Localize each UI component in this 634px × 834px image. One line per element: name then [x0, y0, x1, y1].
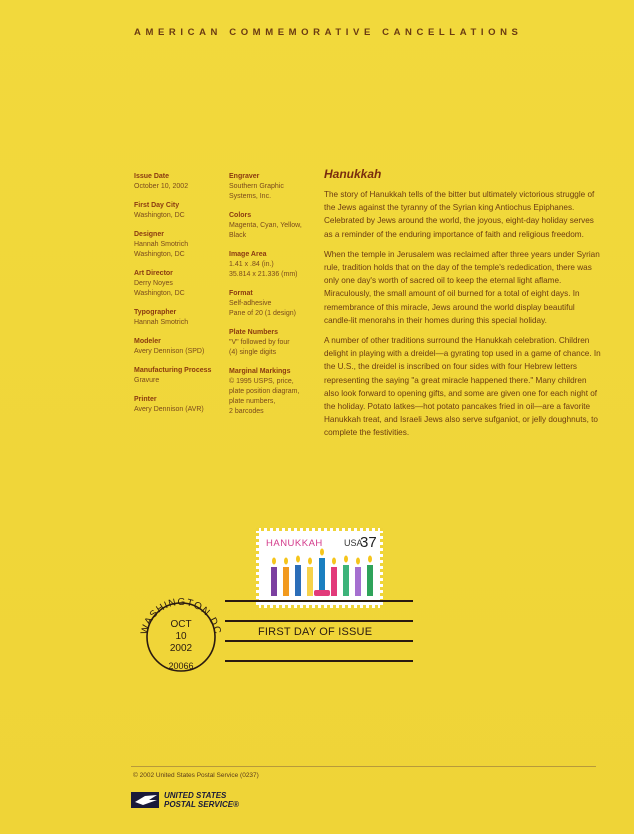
stamp-denomination: 37 [360, 534, 377, 551]
postmark-city: WASHINGTON DC [139, 596, 223, 636]
postmark-month: OCT [170, 619, 192, 630]
spec-label: Issue Date [134, 173, 170, 180]
spec-item [229, 328, 311, 358]
spec-value: "V" followed by four [229, 339, 290, 346]
spec-value: Avery Dennison (AVR) [134, 406, 204, 413]
spec-label: Image Area [229, 251, 267, 258]
spec-value: Systems, Inc. [229, 193, 272, 200]
spec-item [134, 269, 222, 299]
spec-value: Washington, DC [134, 212, 185, 219]
page-header: AMERICAN COMMEMORATIVE CANCELLATIONS [134, 27, 523, 38]
spec-value: Magenta, Cyan, Yellow, [229, 222, 302, 229]
spec-value: 2 barcodes [229, 408, 264, 415]
hanukkah-stamp [256, 528, 383, 608]
spec-label: Format [229, 290, 253, 297]
spec-item [134, 366, 222, 386]
usps-line1: UNITED STATES [164, 791, 227, 800]
usps-line2: POSTAL SERVICE® [164, 799, 239, 809]
postmark-zip: 20066 [168, 661, 194, 671]
spec-label: Manufacturing Process [134, 367, 212, 374]
postmark-year: 2002 [169, 643, 193, 654]
spec-value: Washington, DC [134, 290, 185, 297]
stamp-usa: USA [344, 538, 363, 548]
spec-value: Southern Graphic [229, 183, 284, 190]
spec-item [134, 201, 222, 221]
spec-value: (4) single digits [229, 349, 277, 356]
spec-value: Gravure [134, 377, 160, 384]
spec-label: Modeler [134, 338, 161, 345]
spec-label: Printer [134, 396, 157, 403]
spec-item [134, 337, 222, 357]
spec-item [229, 211, 311, 241]
paragraph-1: The story of Hanukkah tells of the bitter but ultimately victorious struggle of the Jews against the tyranny of the Syrian king Antiochus Epiphanes. Celebrated by Jews around the world, the joyous, eight-day holiday serves as a reminder of the enduring importance of faith and religious freedom. [324, 190, 595, 239]
spec-label: Marginal Markings [229, 368, 291, 375]
spec-value: Black [229, 232, 247, 239]
spec-label: Art Director [134, 270, 173, 277]
spec-value: 1.41 x .84 (in.) [229, 261, 274, 268]
spec-value: Hannah Smotrich [134, 241, 189, 248]
spec-label: Engraver [229, 173, 260, 180]
specs-column-2 [229, 172, 311, 426]
spec-item [229, 367, 311, 417]
spec-item [134, 308, 222, 328]
spec-label: Colors [229, 212, 252, 219]
specs-column-1 [134, 172, 222, 424]
spec-value: plate position diagram, [229, 388, 300, 395]
spec-value: 35.814 x 21.336 (mm) [229, 271, 298, 278]
spec-value: Avery Dennison (SPD) [134, 348, 205, 355]
spec-value: Hannah Smotrich [134, 319, 189, 326]
spec-value: © 1995 USPS, price, [229, 378, 294, 385]
spec-item [229, 289, 311, 319]
spec-label: Plate Numbers [229, 329, 279, 336]
usps-wordmark [164, 792, 239, 809]
usps-eagle-logo-icon [131, 790, 161, 810]
article-title: Hanukkah [324, 167, 382, 181]
spec-value: Self-adhesive [229, 300, 272, 307]
footer-divider [131, 766, 596, 767]
spec-item [134, 172, 222, 192]
copyright: © 2002 United States Postal Service (0237) [133, 772, 259, 779]
stamp-title: HANUKKAH [266, 538, 323, 549]
spec-item [229, 250, 311, 280]
spec-value: Washington, DC [134, 251, 185, 258]
spec-value: Pane of 20 (1 design) [229, 310, 296, 317]
spec-value: Derry Noyes [134, 280, 173, 287]
menorah-candles-icon [264, 536, 375, 600]
postmark-day: 10 [175, 631, 187, 642]
paragraph-2: When the temple in Jerusalem was reclaimed after three years under Syrian rule, tradition holds that on the day of the temple's rededication, there was only one day's worth of sacred oil to keep the eternal light aflame. Miraculously, the small amount of oil burned for a total of eight days. In remembrance of this miracle, Jews around the world display beautiful candle-lit menorahs in their homes during this special holiday. [324, 249, 600, 325]
spec-label: Designer [134, 231, 164, 238]
spec-item [229, 172, 311, 202]
first-day-of-issue: FIRST DAY OF ISSUE [258, 626, 373, 638]
spec-label: Typographer [134, 309, 177, 316]
postmark-icon [135, 595, 227, 675]
spec-item [134, 230, 222, 260]
spec-item [134, 395, 222, 415]
spec-value: plate numbers, [229, 398, 276, 405]
spec-value: October 10, 2002 [134, 183, 189, 190]
spec-label: First Day City [134, 202, 180, 209]
paragraph-3: A number of other traditions surround the Hanukkah celebration. Children delight in playing with a dreidel—a gyrating top used in a game of chance. In the U.S., the dreidel is inscribed on four sides with four Hebrew letters representing the saying "a great miracle happened there." Many children also look forward to opening gifts, and some are given one for each night of the holiday. Potato latkes—hot potato pancakes fried in oil—are a favorite Hanukkah treat, and Israeli Jews also serve sufganiot, or jelly doughnuts, to complete the festivities. [324, 336, 601, 438]
article-body [324, 188, 602, 447]
